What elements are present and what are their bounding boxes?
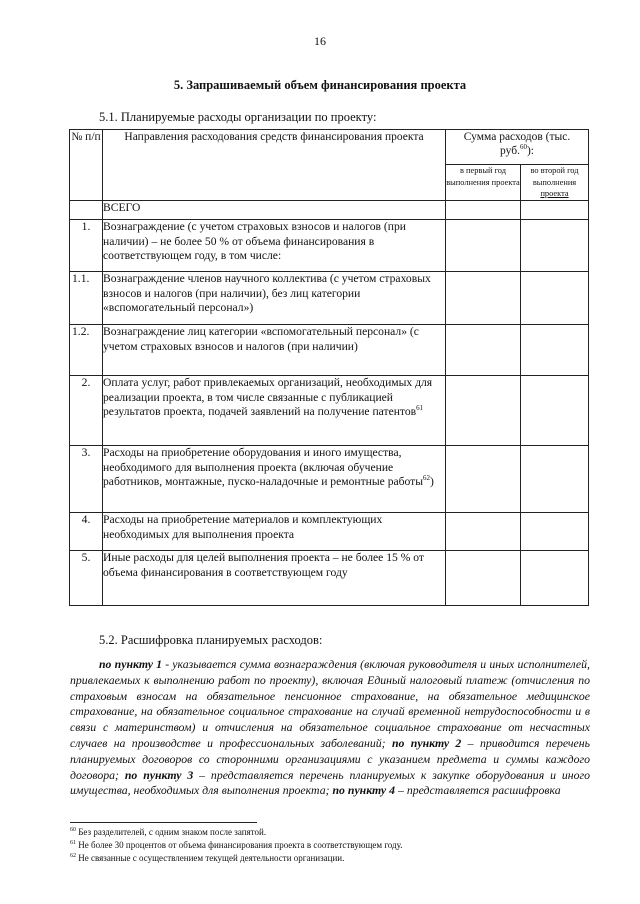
cell-year1 — [446, 325, 521, 376]
page-number: 16 — [314, 34, 326, 48]
header-direction — [103, 130, 446, 201]
cell-year1 — [446, 220, 521, 272]
cell-year1 — [446, 376, 521, 446]
cell-year1 — [446, 272, 521, 325]
cell-year1 — [446, 513, 521, 551]
cell-year1 — [446, 551, 521, 606]
subsection-1-heading: 5.1. Планируемые расходы организации по проекту: — [99, 110, 377, 124]
cell-year2 — [521, 325, 589, 376]
cell-empty — [70, 201, 103, 220]
footnote-ref-60: 60 — [519, 143, 527, 152]
footnote-item: $^{61}$ Не более 30 процентов от объема финансирования проекта в соответствующем году. — [70, 840, 403, 851]
header-year2: во второй год выполнения проекта — [521, 165, 589, 201]
footnote-divider — [70, 822, 257, 823]
row-text: Иные расходы для целей выполнения проекта – не более 15 % от объема финансирования в соответствующем году — [103, 551, 446, 606]
row-text: Вознаграждение лиц категории «вспомогательный персонал» (с учетом страховых взносов и налогов (при наличии) — [103, 325, 446, 376]
row-number: 5. — [70, 551, 103, 606]
footnote-ref-62: 62 — [423, 474, 431, 483]
cell-year2 — [521, 513, 589, 551]
cell-year1 — [446, 201, 521, 220]
table-row-total — [70, 201, 589, 220]
cell-year2 — [521, 220, 589, 272]
row-number: 1.1. — [70, 272, 103, 325]
row-text: Вознаграждение членов научного коллектива (с учетом страховых взносов и налогов (при наличии), без лиц категории «вспомогательный персонал») — [103, 272, 446, 325]
table-row — [70, 446, 589, 513]
table-row — [70, 325, 589, 376]
expenses-table — [69, 129, 589, 606]
footnotes — [70, 826, 590, 866]
row-number: 3. — [70, 446, 103, 513]
footnote-item: $^{60}$ Без разделителей, с одним знаком после запятой. — [70, 827, 267, 837]
row-number: 1.2. — [70, 325, 103, 376]
subsection-2-heading: 5.2. Расшифровка планируемых расходов: — [99, 633, 323, 647]
cell-year2 — [521, 272, 589, 325]
footnote-ref-61: 61 — [416, 404, 424, 413]
expense-breakdown-paragraph: по пункту 1 - указывается сумма вознаграждения (включая руководителя и иных исполнителей, привлекаемых к выполнению работ по проекту), включая Единый налоговый платеж (отчисления по страховым взносам на обязательное пенсионное страхование, на обязательное медицинское страхование, на обязательное социальное страхование на случай временной нетрудоспособности и в связи с материнством) и отчисления на обязательное социальное страхование от несчастных случаев на производстве и профессиональных заболеваний; по пункту 2 – приводится перечень планируемых договоров со сторонними организациями с указанием предмета и суммы каждого договора; по пункту 3 – представляется перечень планируемых к закупке оборудования и иного имущества, необходимых для выполнения проекта; по пункту 4 – представляется расшифровка — [70, 657, 591, 798]
footnote-item: $^{62}$ Не связанные с осуществлением текущей деятельности организации. — [70, 853, 345, 864]
row-text: Расходы на приобретение материалов и комплектующих необходимых для выполнения проекта — [103, 513, 446, 551]
row-text: Оплата услуг, работ привлекаемых организаций, необходимых для реализации проекта, в том числе связанные с публикацией результатов проекта, подачей заявлений на получение патентов$^{61}$ — [103, 376, 446, 446]
table-row — [70, 551, 589, 606]
cell-year1 — [446, 446, 521, 513]
row-text: Расходы на приобретение оборудования и иного имущества, необходимого для выполнения проекта (включая обучение работников, монтажные, пуско-наладочные и ремонтные работы$^{62}$) — [103, 446, 446, 513]
cell-year2 — [521, 446, 589, 513]
table-row — [70, 220, 589, 272]
table-header-row — [70, 130, 589, 165]
cell-year2 — [521, 376, 589, 446]
row-number: 2. — [70, 376, 103, 446]
header-sum: Сумма расходов (тыс. руб.$^{60}$): — [446, 130, 589, 165]
header-number: № п/п — [70, 130, 103, 201]
table-row — [70, 272, 589, 325]
row-text: Вознаграждение (с учетом страховых взносов и налогов (при наличии) – не более 50 % от объема финансирования в соответствующем году, в том числе: — [103, 220, 446, 272]
header-year1: в первый год выполнения проекта — [446, 165, 521, 201]
table-row — [70, 513, 589, 551]
header-direction-text: Направления расходования средств финансирования проекта — [124, 131, 424, 143]
table-row — [70, 376, 589, 446]
cell-year2 — [521, 551, 589, 606]
row-number: 4. — [70, 513, 103, 551]
cell-year2 — [521, 201, 589, 220]
total-label: ВСЕГО — [103, 201, 446, 220]
section-title: 5. Запрашиваемый объем финансирования проекта — [173, 78, 467, 92]
row-number: 1. — [70, 220, 103, 272]
